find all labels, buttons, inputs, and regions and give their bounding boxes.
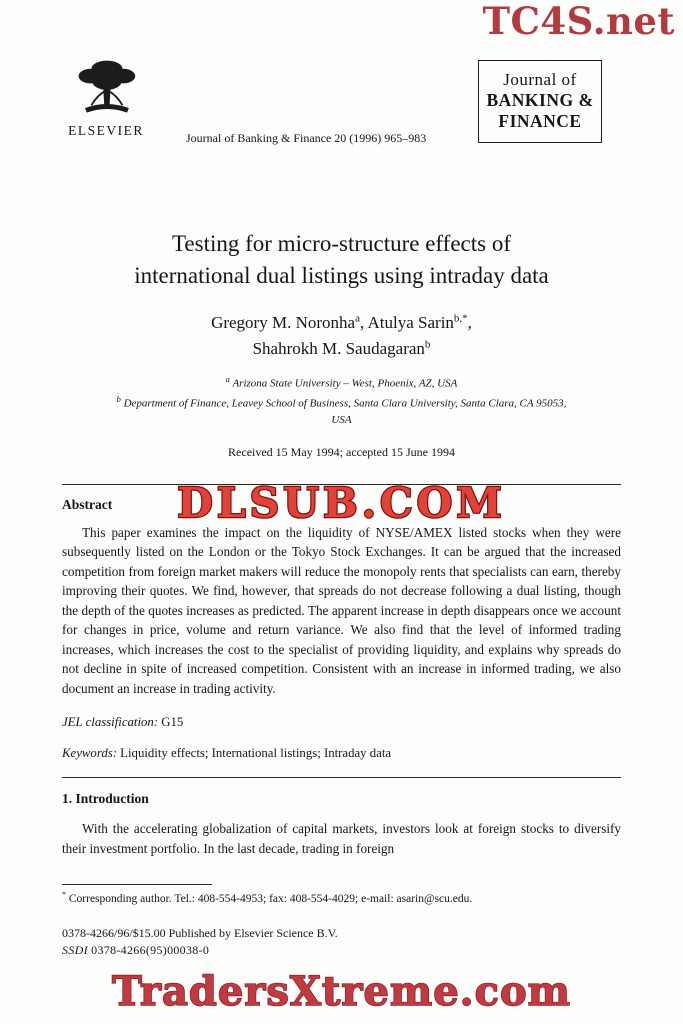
copyright-line: 0378-4266/96/$15.00 Published by Elsevier Science B.V.: [62, 925, 338, 940]
author-name: , Atulya Sarin: [359, 313, 454, 333]
affiliation-superscript: a: [225, 374, 230, 385]
author-affiliation-superscript: b: [424, 338, 431, 351]
affiliation-superscript: b: [116, 393, 121, 404]
jel-label: JEL classification:: [62, 715, 159, 730]
article-body: [62, 228, 621, 859]
abstract-text: This paper examines the impact on the liquidity of NYSE/AMEX listed stocks when they were subsequently listed on the London or the Tokyo Stock Exchanges. It can be argued that the increased competition from foreign market makers will reduce the monopoly rents that specialists can earn, thereby improving their quotes. We find, however, that spreads do not decrease following a dual listing, though the depth of the quotes increases as predicted. The apparent increase in depth disappears once we account for changes in price, volume and return variance. We also find that the level of informed trading increases, which increases the cost to the specialist of providing liquidity, and explains why spreads do not decline in spite of increased competition. Consistent with an increase in informed trading, we also document an increase in trading activity.: [62, 524, 621, 696]
journal-title-box: [478, 60, 602, 143]
publisher-name: ELSEVIER: [68, 123, 144, 138]
corresponding-author-footnote: [62, 890, 621, 905]
ssdi-label: SSDI: [62, 942, 88, 957]
ssdi-line: [62, 943, 621, 958]
author-affiliation-superscript: b,*: [453, 312, 468, 325]
journal-name-line1: Journal of: [503, 70, 577, 89]
footnote-block: [62, 884, 621, 958]
watermark-top-right: TC4S.net: [482, 0, 675, 43]
article-title-line2: international dual listings using intraday data: [134, 263, 549, 289]
journal-name-line2: BANKING &: [486, 90, 594, 110]
author-name: Shahrokh M. Saudagaran: [252, 338, 425, 358]
watermark-center: DLSUB.COM: [177, 479, 506, 527]
affiliation-text: USA: [331, 413, 352, 426]
section-heading-introduction: 1. Introduction: [62, 791, 149, 807]
journal-citation: Journal of Banking & Finance 20 (1996) 965–983: [186, 131, 427, 145]
keywords-value: Liquidity effects; International listings; Intraday data: [116, 746, 392, 761]
author-separator: ,: [467, 313, 472, 333]
elsevier-tree-icon: [62, 56, 150, 120]
affiliation-b-continued: [62, 413, 621, 429]
author-list: [62, 310, 621, 361]
author-name: Gregory M. Noronha: [211, 313, 356, 333]
publisher-block: [62, 56, 150, 139]
jel-value: G15: [158, 715, 184, 730]
footnote-text: Corresponding author. Tel.: 408-554-4953; fax: 408-554-4029; e-mail: asarin@scu.edu.: [66, 892, 473, 905]
abstract-heading: Abstract: [62, 496, 113, 512]
keywords: [62, 746, 621, 761]
keywords-label: Keywords:: [62, 746, 117, 761]
ssdi-value: 0378-4266(95)00038-0: [87, 942, 210, 957]
affiliation-text: Department of Finance, Leavey School of Business, Santa Clara University, Santa Clara, CA 95053,: [120, 397, 567, 410]
article-title-line1: Testing for micro-structure effects of: [171, 231, 511, 256]
received-dates: Received 15 May 1994; accepted 15 June 1994: [228, 444, 455, 459]
introduction-paragraph: With the accelerating globalization of capital markets, investors look at foreign stocks to diversify their investment portfolio. In the last decade, trading in foreign: [62, 821, 621, 857]
affiliation-text: Arizona State University – West, Phoenix, AZ, USA: [229, 378, 458, 391]
affiliation-a: [62, 373, 621, 393]
footnote-marker: *: [62, 890, 66, 899]
author-affiliation-superscript: a: [355, 312, 360, 325]
journal-name-line3: FINANCE: [498, 111, 582, 131]
article-title: [62, 228, 621, 292]
affiliation-list: [62, 373, 621, 428]
watermark-bottom: TradersXtreme.com: [112, 968, 571, 1015]
affiliation-b: [62, 393, 621, 413]
footnote-divider: [62, 884, 212, 885]
jel-classification: [62, 715, 621, 730]
divider: [62, 777, 621, 778]
